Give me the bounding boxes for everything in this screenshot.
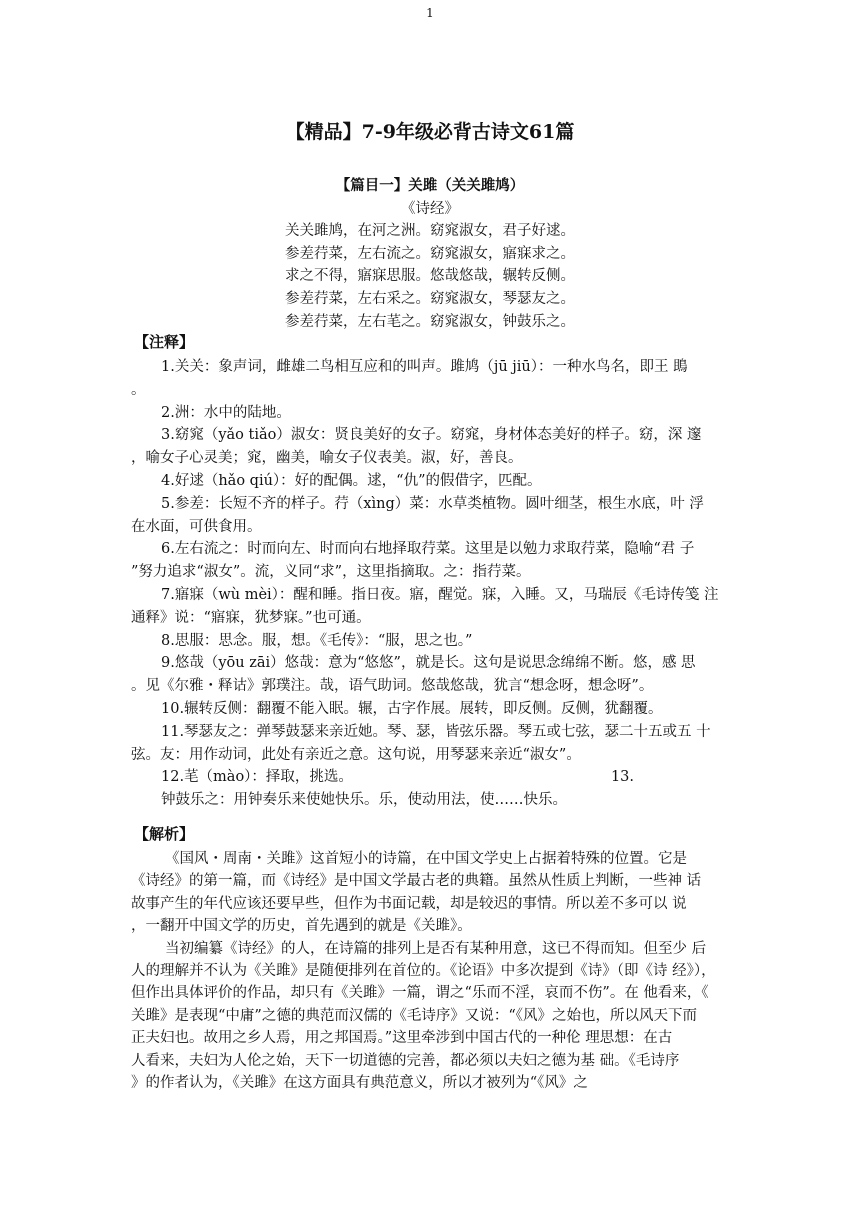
note-line: 10.辗转反侧：翻覆不能入眠。辗，古字作展。展转，即反侧。反侧，犹翻覆。: [161, 700, 663, 717]
poem-line: 求之不得，寤寐思服。悠哉悠哉，辗转反侧。: [285, 268, 575, 285]
poem-line: 参差荇菜，左右芼之。窈窕淑女，钟鼓乐之。: [285, 313, 575, 330]
analysis-line: 《诗经》的第一篇，而《诗经》是中国文学最古老的典籍。虽然从性质上判断，一些神 话: [131, 873, 702, 890]
note-line: 在水面，可供食用。: [131, 518, 262, 535]
note-line: 。: [131, 381, 146, 398]
note-12: [131, 766, 731, 789]
note-13-number: 13.: [610, 769, 634, 786]
note-line: 9.悠哉（yōu zāi）悠哉：意为“悠悠”，就是长。这句是说思念绵绵不断。悠，感 思: [161, 655, 696, 672]
note-12-text: 12.芼（mào）：择取，挑选。: [161, 769, 353, 786]
poem-line: 关关雎鸠，在河之洲。窈窕淑女，君子好逑。: [285, 223, 575, 240]
note-line: 1.关关：象声词，雌雄二鸟相互应和的叫声。雎鸠（jū jiū）：一种水鸟名，即王 鴡: [161, 359, 688, 375]
note-line: 2.洲：水中的陆地。: [161, 404, 291, 421]
analysis-line: 当初编纂《诗经》的人，在诗篇的排列上是否有某种用意，这已不得而知。但至少 后: [165, 940, 707, 957]
note-line: 8.思服：思念。服，想。《毛传》：“服，思之也。”: [161, 632, 473, 649]
note-line: 5.参差：长短不齐的样子。荇（xìng）菜：水草类植物。圆叶细茎，根生水底，叶 浮: [161, 495, 704, 512]
note-line: 弦。友：用作动词，此处有亲近之意。这句说，用琴瑟来亲近“淑女”。: [131, 746, 581, 763]
poem-source: 《诗经》: [401, 200, 459, 217]
analysis-line: 故事产生的年代应该还要早些，但作为书面记载，却是较迟的事情。所以差不多可以 说: [131, 895, 687, 912]
note-line: ，喻女子心灵美；窕，幽美，喻女子仪表美。淑，好，善良。: [131, 450, 523, 467]
analysis-line: 但作出具体评价的作品，却只有《关雎》一篇，谓之“乐而不淫，哀而不伤”。在 他看来，《: [131, 985, 709, 1002]
poem-block: [0, 175, 860, 333]
analysis-line: 正夫妇也。故用之乡人焉，用之邦国焉。”这里牵涉到中国古代的一种伦 理思想：在古: [131, 1030, 673, 1047]
analysis-line: 人看来，夫妇为人伦之始，天下一切道德的完善，都必须以夫妇之德为基 础。《毛诗序: [131, 1052, 680, 1069]
note-line: 。见《尔雅・释诂》郭璞注。哉，语气助词。悠哉悠哉，犹言“想念呀，想念呀”。: [131, 678, 654, 695]
analysis-line: ，一翻开中国文学的历史，首先遇到的就是《关雎》。: [131, 918, 472, 935]
note-line: 4.好逑（hǎo qiú）：好的配偶。逑，“仇”的假借字，匹配。: [161, 472, 542, 489]
note-line: ”努力追求“淑女”。流，义同“求”，这里指摘取。之：指荇菜。: [131, 564, 531, 581]
analysis-line: 关雎》是表现“中庸”之德的典范而汉儒的《毛诗序》又说：“《风》之始也，所以风天下而: [131, 1007, 697, 1024]
analysis-line: 》的作者认为，《关雎》在这方面具有典范意义，所以才被列为“《风》之: [131, 1075, 588, 1092]
document-title: 【精品】7-9年级必背古诗文61篇: [285, 121, 575, 143]
note-line: 7.寤寐（wù mèi）：醒和睡。指日夜。寤，醒觉。寐，入睡。又，马瑞辰《毛诗传笺 注: [161, 586, 719, 603]
note-line: 3.窈窕（yǎo tiǎo）淑女：贤良美好的女子。窈窕，身材体态美好的样子。窈，深 邃: [161, 427, 702, 444]
page-number: 1: [426, 6, 434, 20]
analysis-heading: 【解析】: [134, 825, 195, 843]
notes-heading: 【注释】: [134, 333, 195, 351]
analysis-line: 《国风・周南・关雎》这首短小的诗篇，在中国文学史上占据着特殊的位置。它是: [165, 851, 687, 867]
notes-section: [131, 356, 731, 812]
poem-line: 参差荇菜，左右流之。窈窕淑女，寤寐求之。: [285, 245, 575, 262]
note-13-text: 钟鼓乐之：用钟奏乐来使她快乐。乐，使动用法，使……快乐。: [161, 792, 567, 809]
analysis-line: 人的理解并不认为《关雎》是随便排列在首位的。《论语》中多次提到《诗》（即《诗 经》），: [131, 963, 716, 980]
poem-heading: 【篇目一】关雎（关关雎鸠）: [335, 177, 525, 194]
poem-line: 参差荇菜，左右采之。窈窕淑女，琴瑟友之。: [285, 290, 575, 307]
note-line: 通释》说：“寤寐，犹梦寐。”也可通。: [131, 609, 371, 626]
note-line: 6.左右流之：时而向左、时而向右地择取荇菜。这里是以勉力求取荇菜，隐喻“君 子: [161, 541, 695, 558]
analysis-section: [131, 848, 731, 1094]
note-line: 11.琴瑟友之：弹琴鼓瑟来亲近她。琴、瑟，皆弦乐器。琴五或七弦，瑟二十五或五 十: [161, 723, 711, 740]
